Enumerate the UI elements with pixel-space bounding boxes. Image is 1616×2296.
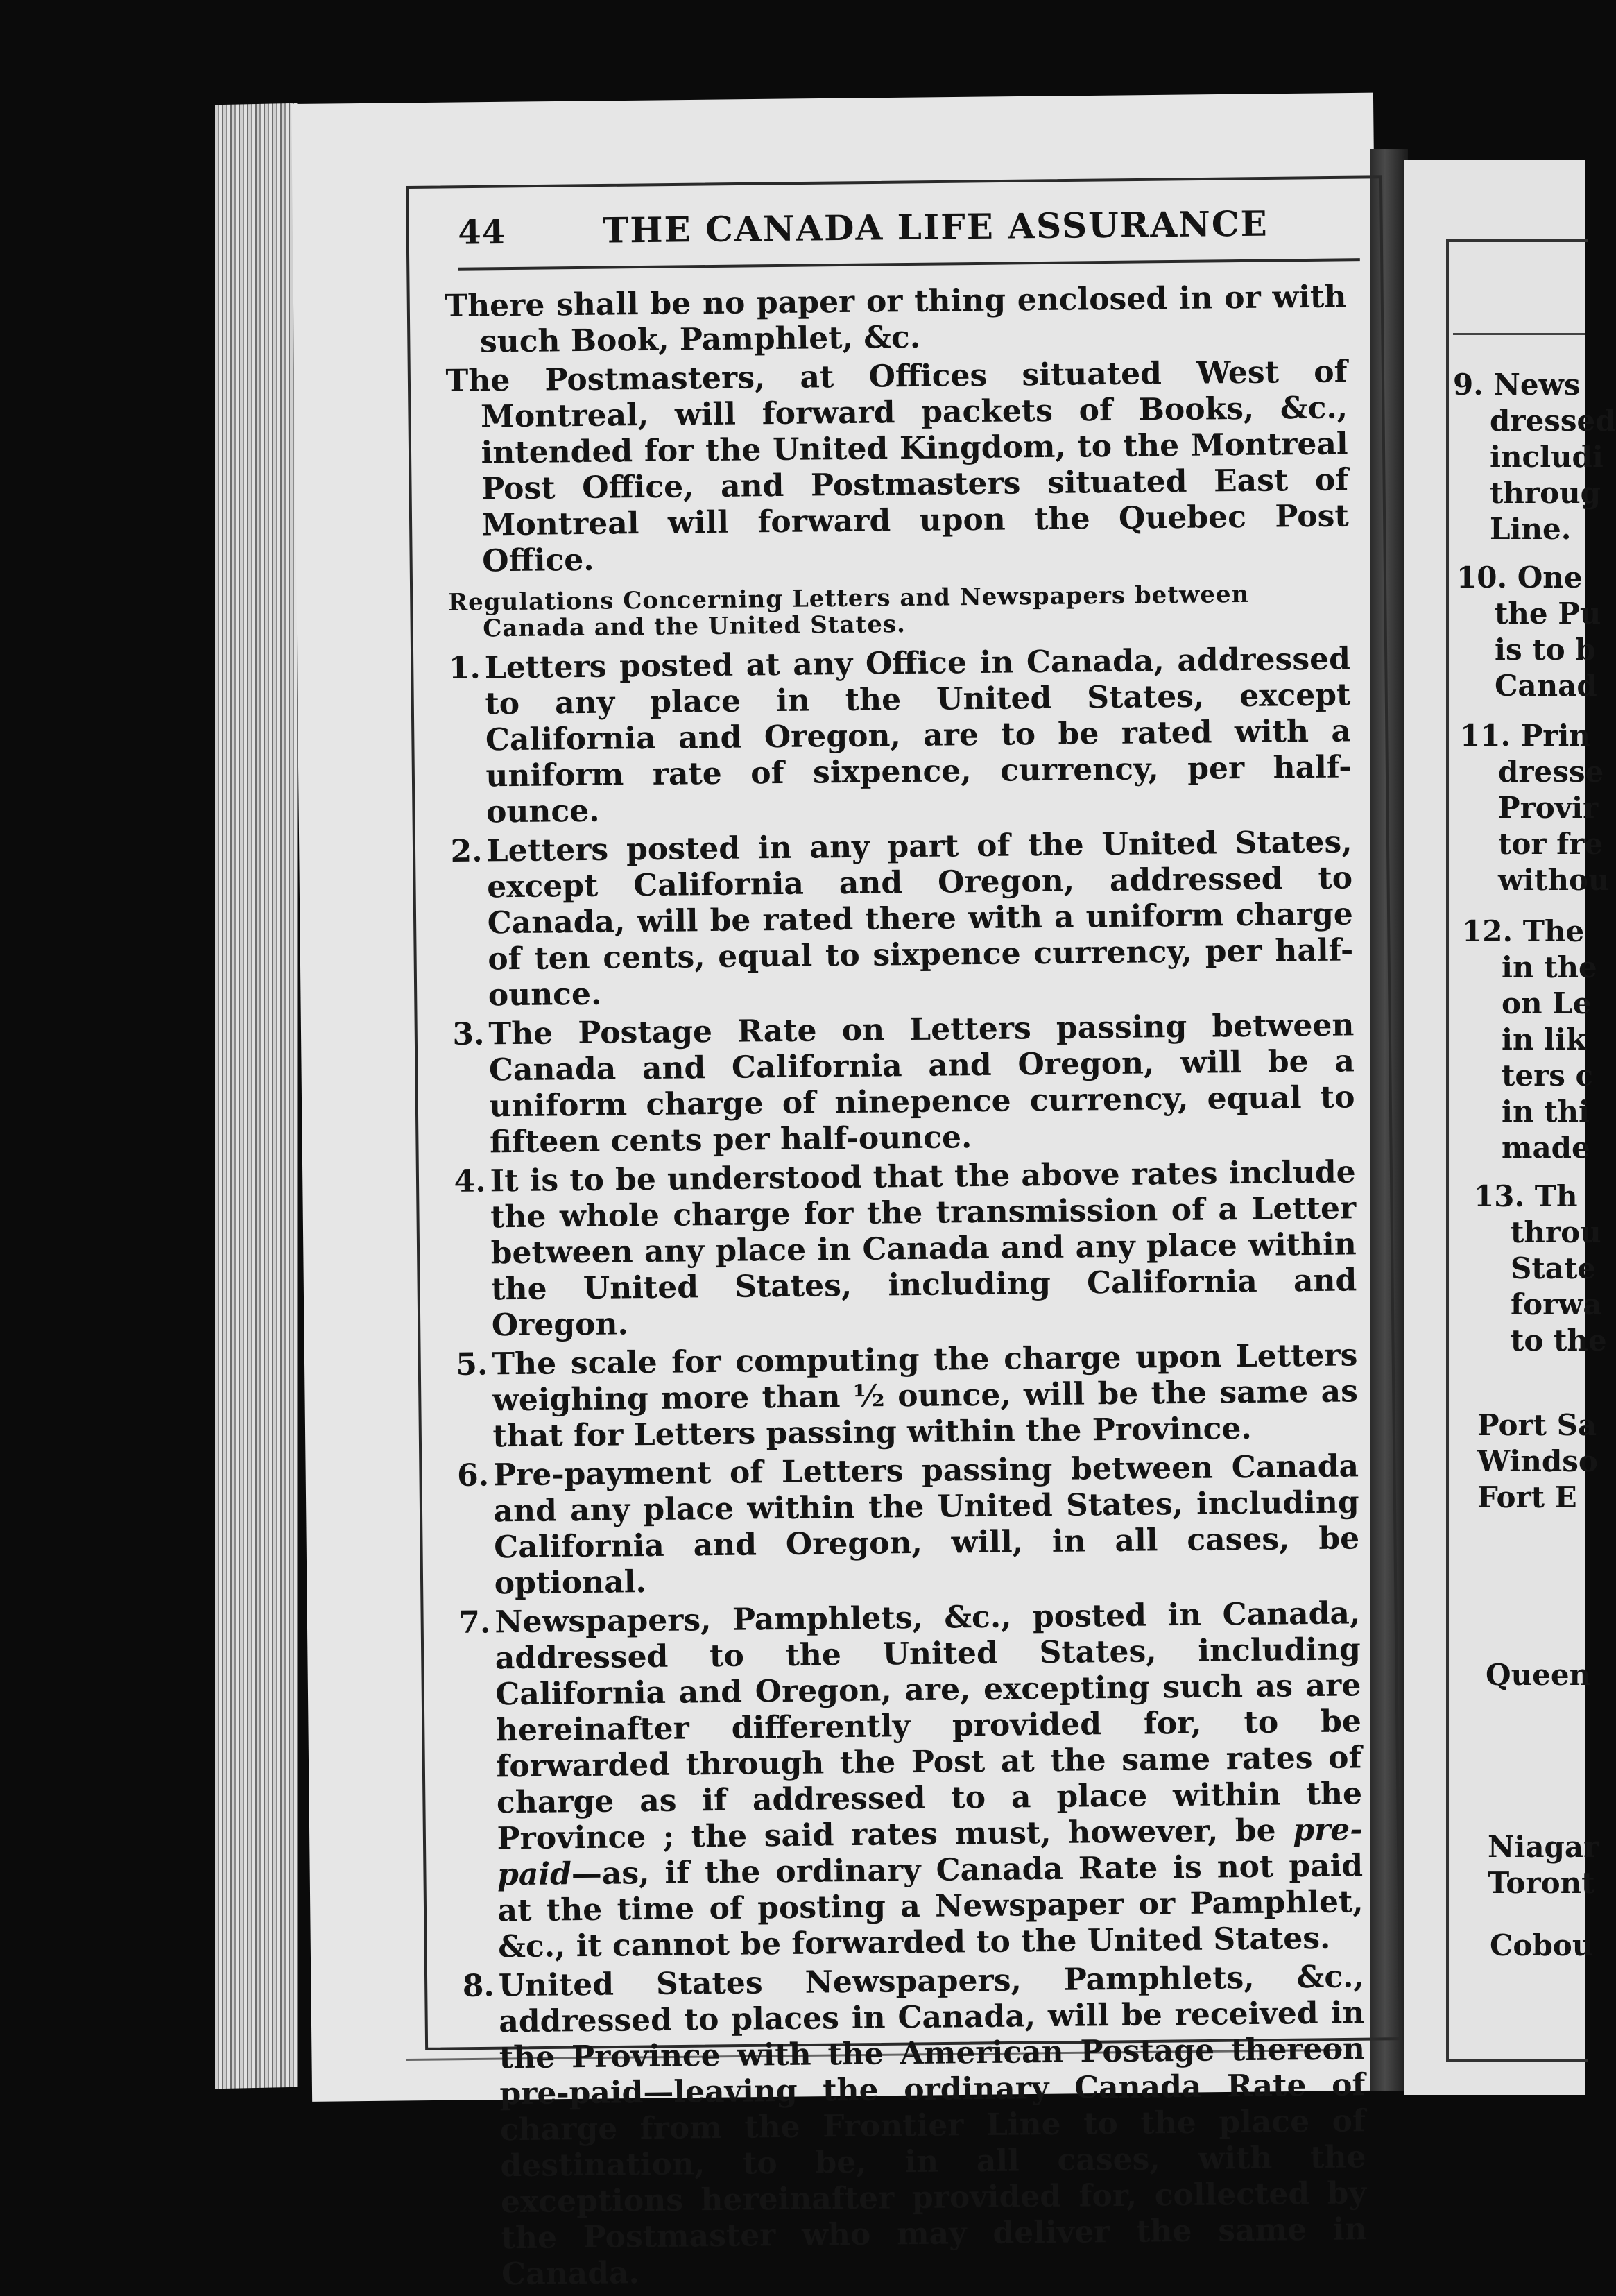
facing-page-rule (1453, 333, 1585, 335)
regulation-text: The Postage Rate on Letters passing between Canada and California and Oregon, will be a uniform charge of ninepence currency, equal to fifteen cents per half-ounce. (488, 1007, 1355, 1160)
facing-line: 11. Prin (1460, 719, 1590, 753)
facing-line: Port Sa (1477, 1408, 1597, 1442)
regulation-text-part: —as, if the ordinary Canada Rate is not paid at the time of posting a Newspaper or Pamphlet, &c., it cannot be forwarded to the United States. (497, 1848, 1364, 1965)
page-edges (215, 103, 298, 2089)
intro-paragraph: There shall be no paper or thing enclosed in or with such Book, Pamphlet, &c. (445, 279, 1347, 360)
facing-line: in thi (1502, 1095, 1590, 1129)
intro-paragraph: The Postmasters, at Offices situated West of Montreal, will forward packets of Books, &c., intended for the United Kingdom, to the Montreal Post Office, and Postmasters situated East of Montreal will forward upon the Quebec Post Office. (445, 354, 1349, 579)
regulation-text: It is to be understood that the above rates include the whole charge for the transmission of a Letter between any place in Canada and any place within the United States, including California and Oregon. (490, 1154, 1357, 1344)
regulation-text (495, 1595, 1364, 1965)
facing-line: the Pu (1495, 597, 1601, 631)
page-content (444, 202, 1367, 2295)
facing-line: 9. News (1453, 368, 1581, 402)
facing-line: Fort E (1477, 1480, 1577, 1514)
facing-line: State (1511, 1251, 1597, 1285)
regulation-number: 4. (454, 1163, 486, 1199)
page-header (458, 202, 1360, 271)
regulation-text: The scale for computing the charge upon Letters weighing more than ½ ounce, will be the same as that for Letters passing within the Province. (492, 1337, 1359, 1455)
facing-line: to the (1511, 1323, 1607, 1357)
page-number: 44 (458, 213, 506, 252)
regulation-emphasis: pre-paid (497, 1812, 1363, 1893)
facing-line: is to b (1495, 633, 1596, 667)
facing-line: in the (1502, 950, 1597, 984)
facing-line: 13. Th (1474, 1179, 1578, 1213)
facing-line: Cobou (1490, 1928, 1594, 1962)
running-title: THE CANADA LIFE ASSURANCE (602, 203, 1269, 251)
regulation-text: Letters posted at any Office in Canada, addressed to any place in the United States, except California and Oregon, are to be rated with a uniform rate of sixpence, currency, per half-ounce. (484, 641, 1352, 830)
section-heading: Regulations Concerning Letters and Newspapers between Canada and the United States. (447, 580, 1250, 643)
facing-line: Windso (1477, 1444, 1598, 1478)
facing-line: made (1502, 1131, 1590, 1165)
regulation-text: Letters posted in any part of the United States, except California and Oregon, addressed to Canada, will be rated there with a uniform charge of ten cents, equal to sixpence currency, per half-ounce. (486, 824, 1354, 1013)
facing-line: Provir (1498, 791, 1599, 825)
regulation-text-part: Newspapers, Pamphlets, &c., posted in Canada, addressed to the United States, including California and Oregon, are, excepting such as are hereinafter differently provided for, to be forwarded through the Post at the same rates of charge as if addressed to a place within the Province ; the said rates must, however, be (495, 1595, 1363, 1857)
regulation-item (454, 1154, 1357, 1344)
regulation-text: United States Newspapers, Pamphlets, &c., addressed to places in Canada, will be received in the Province with the American Postage thereon pre-paid—leaving the ordinary Canada Rate of charge from the Frontier Line to the place of destination, to be, in all cases, with the exceptions hereinafter provided for, collected by the Postmaster who may deliver the same in Canada. (498, 1959, 1367, 2293)
facing-line: includi (1490, 440, 1604, 474)
facing-line: dresse (1498, 755, 1604, 789)
regulation-item (458, 1595, 1364, 1966)
regulation-item (450, 824, 1354, 1014)
regulation-text: Pre-payment of Letters passing between Canada and any place within the United States, including California and Oregon, will, in all cases, be optional. (492, 1448, 1360, 1602)
facing-line: forwa (1511, 1287, 1602, 1321)
regulation-number: 6. (456, 1457, 490, 1493)
facing-line: dressed (1490, 404, 1616, 438)
facing-line: 10. One (1456, 560, 1583, 594)
regulation-item (463, 1959, 1368, 2293)
facing-line: on Le (1502, 986, 1592, 1020)
regulation-item (456, 1337, 1359, 1455)
facing-line: throu (1511, 1215, 1601, 1249)
facing-line: Toront (1488, 1866, 1595, 1900)
regulation-number: 1. (448, 650, 481, 686)
facing-line: 12. The (1462, 914, 1585, 948)
facing-line: ters c (1502, 1059, 1594, 1093)
facing-line: Line. (1490, 512, 1572, 546)
regulation-number: 8. (462, 1968, 495, 2004)
regulation-item (457, 1448, 1360, 1602)
regulation-item (449, 641, 1352, 831)
regulation-number: 3. (452, 1016, 485, 1052)
facing-line: throug (1490, 476, 1601, 510)
facing-line: withou (1498, 863, 1610, 897)
facing-line: in lik (1502, 1022, 1587, 1056)
regulation-number: 2. (450, 833, 483, 869)
facing-line: tor fre (1498, 827, 1604, 861)
regulation-number: 5. (456, 1346, 488, 1382)
regulation-number: 7. (458, 1604, 491, 1640)
facing-line: Queen (1486, 1658, 1591, 1692)
facing-line: Niagar (1488, 1830, 1599, 1864)
facing-line: Canad (1495, 669, 1597, 703)
regulation-item (452, 1007, 1355, 1161)
